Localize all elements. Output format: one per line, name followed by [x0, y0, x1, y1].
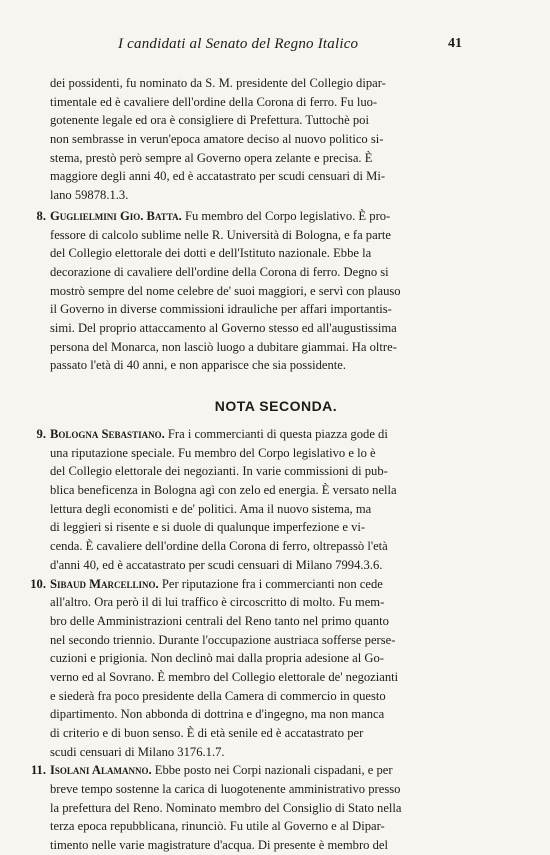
entry-text-line: terza epoca repubblicana, rinunciò. Fu utile al Governo e al Dipar- [50, 819, 385, 834]
entry-text-line [50, 425, 502, 444]
candidate-entry [36, 425, 502, 575]
entry-text-line: di criterio e di buon senso. È di età senile ed è accatastrato per [50, 726, 364, 740]
entry-text-line: cuzioni e prigionia. Non declinò mai dalla propria adesione al Go- [50, 651, 384, 666]
entry-text-line: bro delle Amministrazioni centrali del Reno tanto nel primo quanto [50, 613, 389, 628]
entry-text: Fu membro del Corpo legislativo. È pro- [184, 208, 391, 223]
entry-text-line: e siederà fra poco presidente della Camera di commercio in questo [50, 688, 386, 703]
text-line: stema, prestò però sempre al Governo opera zelante e precisa. È [50, 150, 373, 165]
entry-text-line [50, 761, 502, 780]
entry-number: 8. [36, 208, 46, 223]
entry-text: Fra i commercianti di questa piazza gode di [167, 427, 388, 441]
entries-list-first [36, 207, 502, 375]
entry-text-line: lettura degli economisti e de' politici. Ama il nuovo sistema, ma [50, 501, 372, 516]
entry-text-line: persona del Monarca, non lasciò luogo a dubitare giammai. Ha oltre- [50, 339, 397, 354]
text-line: maggiore degli anni 40, ed è accatastrato per scudi censuari di Mi- [50, 169, 386, 184]
text-line: gotenente legale ed ora è consigliere di Prefettura. Tuttochè poi [50, 113, 369, 128]
entry-text-line: timento nelle varie magistrature d'acqua. Di presente è membro del [50, 838, 388, 853]
entry-text-line: scudi censuari di Milano 3176.1.7. [50, 744, 225, 759]
entry-number: 10. [30, 576, 46, 591]
entry-text-line: nel secondo triennio. Durante l'occupazione austriaca sofferse perse- [50, 632, 396, 647]
entry-text-line: decorazione di cavaliere dell'ordine della Corona di ferro. Degno si [50, 264, 389, 279]
candidate-name: Sibaud Marcellino. [50, 576, 159, 591]
entry-text-line: di leggieri si risente e si duole di qualunque imperfezione e vi- [50, 520, 366, 535]
entry-text-line: verno ed al Sovrano. È membro del Collegio elettorale de' negozianti [50, 669, 399, 684]
candidate-entry [30, 575, 502, 762]
entry-text-line: cenda. È cavaliere dell'ordine della Corona di ferro, oltrepassò l'età [50, 539, 388, 554]
page-number: 41 [448, 36, 462, 51]
page-header [0, 36, 550, 56]
entry-text-line: mostrò sempre del nome celebre de' suoi maggiori, e servì con plauso [50, 283, 401, 298]
text-line: timentale ed è cavaliere dell'ordine della Corona di ferro. Fu luo- [50, 94, 378, 109]
entry-text-line: simi. Del proprio attaccamento al Governo stesso ed all'augustissima [50, 320, 397, 335]
entry-text-line: passato l'età di 40 anni, e non apparisce che sia possidente. [50, 358, 347, 373]
text-line: dei possidenti, fu nominato da S. M. presidente del Collegio dipar- [50, 76, 386, 90]
page-body [30, 74, 502, 855]
candidate-entry [30, 761, 502, 854]
entry-text-line: fessore di calcolo sublime nelle R. Università di Bologna, e fa parte [50, 227, 391, 242]
entry-text-line [50, 575, 502, 594]
entries-list-second [30, 425, 502, 855]
entry-text-line: blica beneficenza in Bologna agì con zelo ed energia. È versato nella [50, 483, 397, 498]
text-line: non sembrasse in verun'epoca amatore deciso al nuovo politico si- [50, 132, 384, 147]
entry-text-line: all'altro. Ora però il di lui traffico è circoscritto di molto. Fu mem- [50, 595, 385, 610]
entry-text: Ebbe posto nei Corpi nazionali cispadani, e per [154, 763, 393, 778]
entry-number: 9. [36, 427, 46, 441]
entry-text-line: una riputazione speciale. Fu membro del Corpo legislativo e lo è [50, 445, 376, 460]
entry-text-line: breve tempo sostenne la carica di luogotenente amministrativo presso [50, 782, 401, 797]
entry-text-line: il Governo in diverse commissioni idrauliche per affari importantis- [50, 302, 392, 317]
candidate-name: Bologna Sebastiano. [50, 427, 165, 441]
entry-text-line: dipartimento. Non abbonda di dottrina e d'ingegno, ma non manca [50, 707, 385, 722]
entry-text-line [50, 207, 502, 226]
entry-text-line: del Collegio elettorale dei dotti e dell'Istituto nazionale. Ebbe la [50, 246, 372, 261]
entry-text: Per riputazione fra i commercianti non cede [161, 576, 383, 591]
text-line: lano 59878.1.3. [50, 188, 129, 203]
entry-text-line: la prefettura del Reno. Nominato membro del Consiglio di Stato nella [50, 800, 402, 815]
entry-number: 11. [30, 763, 46, 778]
running-title: I candidati al Senato del Regno Italico [118, 36, 359, 52]
candidate-name: Isolani Alamanno. [50, 763, 152, 778]
candidate-entry [36, 207, 502, 375]
entry-text-line: d'anni 40, ed è accatastrato per scudi censuari di Milano 7994.3.6. [50, 557, 383, 572]
continuation-paragraph [50, 74, 502, 205]
entry-text-line: del Collegio elettorale dei negozianti. In varie commissioni di pub- [50, 464, 388, 479]
candidate-name: Guglielmini Gio. Batta. [50, 208, 182, 223]
section-title: NOTA SECONDA. [214, 398, 338, 414]
